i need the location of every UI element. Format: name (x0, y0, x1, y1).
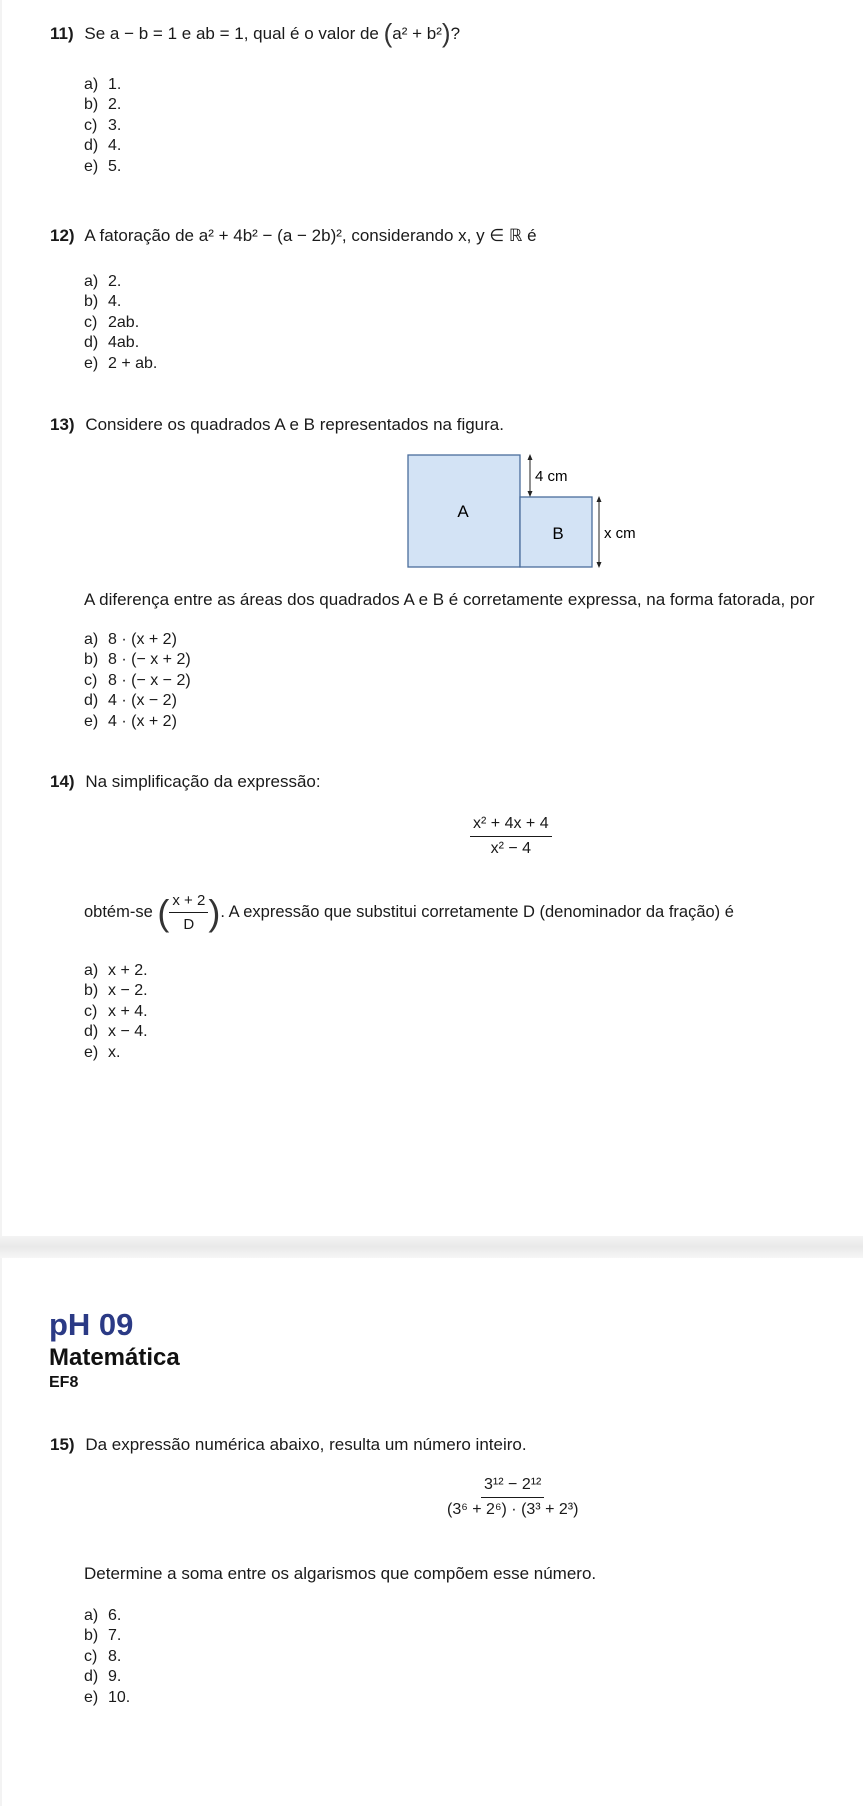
option[interactable] (84, 671, 191, 691)
option-letter: d) (84, 1023, 99, 1041)
option[interactable] (84, 292, 157, 312)
option[interactable] (84, 1606, 130, 1626)
question-text: , qual é o valor de (243, 24, 379, 43)
question-15-paragraph: Determine a soma entre os algarismos que compõem esse número. (84, 1564, 597, 1583)
option-text: 8 · (x + 2) (108, 631, 177, 648)
option-letter: e) (84, 712, 99, 730)
question-text: , considerando (341, 226, 454, 245)
option[interactable] (84, 75, 121, 95)
option-letter: b) (84, 651, 99, 669)
question-14-paragraph (84, 892, 734, 934)
option-text: x − 2. (108, 982, 148, 1000)
result-numerator: x + 2 (169, 892, 208, 913)
option-text: x + 4. (108, 1002, 148, 1020)
option-text: 4 · (x − 2) (108, 692, 177, 710)
question-prefix: Se (84, 24, 106, 43)
option-text: x − 4. (108, 1023, 148, 1041)
option-text: 3. (108, 116, 122, 134)
option-letter: a) (84, 1607, 99, 1624)
option[interactable] (84, 272, 157, 292)
option-text: 4ab. (108, 334, 140, 352)
expression-fraction (470, 815, 552, 858)
option[interactable] (84, 1002, 148, 1022)
option[interactable] (84, 981, 148, 1001)
option-text: 8 · (− x − 2) (108, 671, 191, 689)
option-letter: b) (84, 982, 99, 1000)
option-letter: d) (84, 137, 99, 155)
option[interactable] (84, 1667, 130, 1687)
condition-1: a − b = 1 (109, 24, 178, 43)
result-fraction (169, 892, 208, 933)
question-15 (50, 1434, 527, 1456)
option[interactable] (84, 961, 148, 981)
domain: x, y ∈ ℝ (458, 226, 523, 245)
options-list-14 (84, 961, 148, 1063)
option-text: 8 · (− x + 2) (108, 651, 191, 669)
option-text: 2. (108, 273, 122, 290)
option-letter: d) (84, 334, 99, 352)
options-list-12 (84, 272, 157, 374)
option-letter: d) (84, 1668, 99, 1686)
option[interactable] (84, 630, 191, 650)
condition-2: ab = 1 (195, 24, 244, 43)
option-letter: a) (84, 631, 99, 648)
option-letter: a) (84, 76, 99, 93)
option[interactable] (84, 354, 157, 374)
option[interactable] (84, 95, 121, 115)
fraction-denominator: x² − 4 (490, 840, 532, 857)
option-text: 2 + ab. (108, 354, 158, 372)
result-denominator: D (183, 916, 195, 934)
option[interactable] (84, 136, 121, 156)
label-b: B (552, 524, 564, 543)
question-13-paragraph: A diferença entre as áreas dos quadrados A e B é corretamente expressa, na forma fatorada, por (84, 590, 815, 609)
option-letter: c) (84, 313, 98, 331)
question-text: Da expressão numérica abaixo, resulta um número inteiro. (85, 1435, 527, 1454)
option-text: 2. (108, 96, 122, 114)
option-text: 5. (108, 157, 122, 175)
option-letter: c) (84, 116, 98, 134)
option[interactable] (84, 313, 157, 333)
option-text: 9. (108, 1668, 122, 1686)
option-text: 8. (108, 1647, 122, 1665)
label-a: A (457, 502, 469, 521)
page-divider (0, 1236, 863, 1258)
fraction (444, 1476, 581, 1519)
options-list-11 (84, 75, 121, 177)
fraction-numerator: 3¹² − 2¹² (481, 1476, 544, 1498)
option[interactable] (84, 333, 157, 353)
squares-figure (400, 450, 650, 575)
expression: a² + b² (392, 24, 442, 43)
option-text: x. (108, 1043, 121, 1061)
question-number: 15) (50, 1435, 75, 1454)
obtem-text: obtém-se (84, 903, 153, 921)
connector: e (181, 24, 192, 43)
question-text: Considere os quadrados A e B representados na figura. (85, 415, 504, 434)
grade-code: EF8 (49, 1374, 79, 1391)
option-text: 7. (108, 1627, 122, 1645)
option-text: 4. (108, 293, 122, 311)
question-12 (50, 225, 537, 247)
option-letter: e) (84, 1688, 99, 1706)
arrow-down-icon (528, 491, 533, 497)
expression-fraction (444, 1476, 581, 1519)
option-text: 4 · (x + 2) (108, 712, 177, 730)
question-number: 13) (50, 415, 75, 434)
option[interactable] (84, 1647, 130, 1667)
arrow-up-icon (597, 496, 602, 502)
dim-right-label: x cm (604, 525, 636, 542)
arrow-up-icon (528, 454, 533, 460)
question-text: Na simplificação da expressão: (85, 772, 321, 791)
option[interactable] (84, 116, 121, 136)
option-letter: d) (84, 692, 99, 710)
question-number: 12) (50, 226, 75, 245)
fraction (470, 815, 552, 858)
subject-title: Matemática (49, 1344, 180, 1371)
question-end: ? (450, 24, 461, 43)
option-letter: b) (84, 1627, 99, 1645)
option-letter: c) (84, 671, 98, 689)
open-paren: ( (157, 892, 170, 933)
close-paren: ) (208, 892, 221, 933)
dim-top-label: 4 cm (535, 468, 568, 485)
question-11 (50, 18, 461, 48)
option-letter: a) (84, 273, 99, 290)
option[interactable] (84, 157, 121, 177)
options-list-15 (84, 1606, 130, 1708)
option-letter: a) (84, 962, 99, 979)
rest-text: . A expressão que substitui corretamente D (denominador da fração) é (220, 903, 734, 921)
option-letter: e) (84, 354, 99, 372)
option-letter: e) (84, 1043, 99, 1061)
close-paren: ) (441, 18, 451, 48)
fraction-numerator: x² + 4x + 4 (470, 815, 552, 837)
option-text: 1. (108, 76, 122, 93)
section-title: pH 09 (49, 1307, 134, 1342)
option-text: 6. (108, 1607, 122, 1624)
options-list-13 (84, 630, 191, 732)
question-end: é (527, 226, 537, 245)
option[interactable] (84, 650, 191, 670)
option[interactable] (84, 1626, 130, 1646)
question-13 (50, 414, 504, 436)
fraction-denominator: (3⁶ + 2⁶) · (3³ + 2³) (447, 1501, 579, 1518)
question-14 (50, 771, 321, 793)
option[interactable] (84, 1043, 148, 1063)
option-letter: e) (84, 157, 99, 175)
option[interactable] (84, 691, 191, 711)
option-letter: c) (84, 1002, 98, 1020)
arrow-down-icon (597, 562, 602, 568)
option-letter: b) (84, 96, 99, 114)
expression: a² + 4b² − (a − 2b)² (198, 226, 342, 245)
question-prefix: A fatoração de (84, 226, 195, 245)
option-text: x + 2. (108, 962, 148, 979)
question-number: 11) (50, 24, 74, 43)
option-text: 4. (108, 137, 122, 155)
page-edge (0, 0, 2, 1806)
open-paren: ( (383, 18, 393, 48)
option[interactable] (84, 1688, 130, 1708)
option-letter: c) (84, 1647, 98, 1665)
option-text: 10. (108, 1688, 131, 1706)
option[interactable] (84, 1022, 148, 1042)
question-number: 14) (50, 772, 75, 791)
option-text: 2ab. (108, 313, 140, 331)
option-letter: b) (84, 293, 99, 311)
option[interactable] (84, 712, 191, 732)
